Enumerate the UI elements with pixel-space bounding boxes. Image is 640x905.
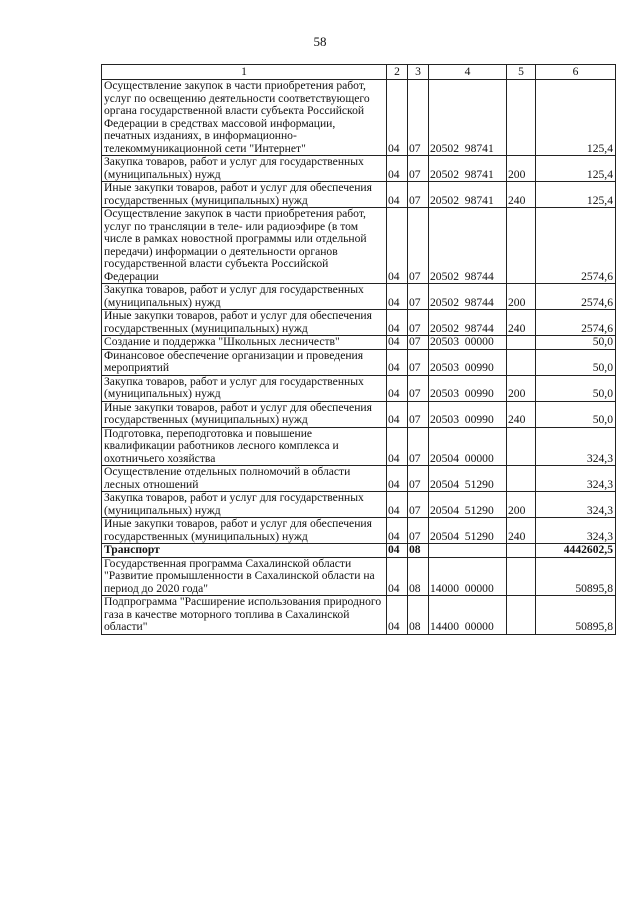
- name-cell: Осуществление закупок в части приобретения работ, услуг по освещению деятельности соответствующего органа государственной власти субъекта Российской Федерации в средствах массовой информации, печатных изданиях, в информационно-телекоммуникационной сети "Интернет": [102, 80, 387, 156]
- name-cell: Иные закупки товаров, работ и услуг для обеспечения государственных (муниципальных) нужд: [102, 182, 387, 208]
- subsection-code-cell: 07: [408, 80, 429, 156]
- expense-type-cell: 200: [507, 156, 536, 182]
- name-cell: Закупка товаров, работ и услуг для государственных (муниципальных) нужд: [102, 156, 387, 182]
- amount-cell: 324,3: [536, 518, 616, 544]
- table-row: [102, 349, 616, 375]
- table-row: [102, 336, 616, 350]
- name-cell: Подготовка, переподготовка и повышение квалификации работников лесного комплекса и охотничьего хозяйства: [102, 427, 387, 466]
- table-row: [102, 427, 616, 466]
- table-row: [102, 182, 616, 208]
- name-cell: Государственная программа Сахалинской области "Развитие промышленности в Сахалинской области на период до 2020 года": [102, 557, 387, 596]
- table-row: [102, 557, 616, 596]
- section-code-cell: 04: [387, 310, 408, 336]
- table-row: [102, 518, 616, 544]
- subsection-code-cell: 07: [408, 518, 429, 544]
- subsection-code-cell: 07: [408, 401, 429, 427]
- expense-type-cell: 240: [507, 401, 536, 427]
- section-code-cell: 04: [387, 518, 408, 544]
- target-article-cell: 20502 98744: [429, 208, 507, 284]
- section-code-cell: 04: [387, 208, 408, 284]
- amount-cell: 324,3: [536, 492, 616, 518]
- target-article-cell: 20503 00000: [429, 336, 507, 350]
- name-cell: Подпрограмма "Расширение использования природного газа в качестве моторного топлива в Сахалинской области": [102, 596, 387, 635]
- subsection-code-cell: 07: [408, 156, 429, 182]
- target-article-cell: 20503 00990: [429, 375, 507, 401]
- section-code-cell: 04: [387, 596, 408, 635]
- section-code-cell: 04: [387, 544, 408, 558]
- subsection-code-cell: 07: [408, 182, 429, 208]
- amount-cell: 2574,6: [536, 284, 616, 310]
- section-code-cell: 04: [387, 375, 408, 401]
- expense-type-cell: [507, 349, 536, 375]
- amount-cell: 50,0: [536, 401, 616, 427]
- table-row: [102, 544, 616, 558]
- amount-cell: 2574,6: [536, 208, 616, 284]
- section-code-cell: 04: [387, 466, 408, 492]
- target-article-cell: 20502 98744: [429, 310, 507, 336]
- table-row: [102, 401, 616, 427]
- name-cell: Иные закупки товаров, работ и услуг для обеспечения государственных (муниципальных) нужд: [102, 401, 387, 427]
- subsection-code-cell: 07: [408, 375, 429, 401]
- section-code-cell: 04: [387, 349, 408, 375]
- target-article-cell: 20503 00990: [429, 401, 507, 427]
- target-article-cell: 20502 98741: [429, 156, 507, 182]
- subsection-code-cell: 08: [408, 557, 429, 596]
- expense-type-cell: [507, 596, 536, 635]
- section-code-cell: 04: [387, 336, 408, 350]
- subsection-code-cell: 07: [408, 427, 429, 466]
- amount-cell: 50895,8: [536, 557, 616, 596]
- subsection-code-cell: 07: [408, 466, 429, 492]
- amount-cell: 50,0: [536, 349, 616, 375]
- expense-type-cell: 240: [507, 310, 536, 336]
- name-cell: Закупка товаров, работ и услуг для государственных (муниципальных) нужд: [102, 284, 387, 310]
- table-row: [102, 156, 616, 182]
- expense-type-cell: [507, 80, 536, 156]
- section-code-cell: 04: [387, 427, 408, 466]
- amount-cell: 50,0: [536, 336, 616, 350]
- expense-type-cell: 200: [507, 375, 536, 401]
- target-article-cell: 20504 51290: [429, 518, 507, 544]
- target-article-cell: 20502 98741: [429, 80, 507, 156]
- amount-cell: 125,4: [536, 182, 616, 208]
- expense-type-cell: [507, 544, 536, 558]
- amount-cell: 324,3: [536, 427, 616, 466]
- section-code-cell: 04: [387, 80, 408, 156]
- name-cell: Закупка товаров, работ и услуг для государственных (муниципальных) нужд: [102, 492, 387, 518]
- target-article-cell: 20503 00990: [429, 349, 507, 375]
- name-cell: Иные закупки товаров, работ и услуг для обеспечения государственных (муниципальных) нужд: [102, 310, 387, 336]
- section-code-cell: 04: [387, 182, 408, 208]
- table-row: [102, 284, 616, 310]
- target-article-cell: 20502 98741: [429, 182, 507, 208]
- subsection-code-cell: 07: [408, 208, 429, 284]
- section-code-cell: 04: [387, 557, 408, 596]
- section-code-cell: 04: [387, 284, 408, 310]
- header-cell-4: 4: [429, 65, 507, 80]
- name-cell: Закупка товаров, работ и услуг для государственных (муниципальных) нужд: [102, 375, 387, 401]
- subsection-code-cell: 08: [408, 544, 429, 558]
- expense-type-cell: 200: [507, 284, 536, 310]
- header-cell-3: 3: [408, 65, 429, 80]
- subsection-code-cell: 07: [408, 349, 429, 375]
- name-cell: Осуществление отдельных полномочий в области лесных отношений: [102, 466, 387, 492]
- header-cell-6: 6: [536, 65, 616, 80]
- amount-cell: 50,0: [536, 375, 616, 401]
- subsection-code-cell: 08: [408, 596, 429, 635]
- budget-table: [101, 64, 616, 635]
- header-cell-2: 2: [387, 65, 408, 80]
- target-article-cell: 14000 00000: [429, 557, 507, 596]
- table-row: [102, 310, 616, 336]
- amount-cell: 50895,8: [536, 596, 616, 635]
- name-cell: Иные закупки товаров, работ и услуг для обеспечения государственных (муниципальных) нужд: [102, 518, 387, 544]
- expense-type-cell: [507, 336, 536, 350]
- target-article-cell: [429, 544, 507, 558]
- subsection-code-cell: 07: [408, 284, 429, 310]
- target-article-cell: 20502 98744: [429, 284, 507, 310]
- expense-type-cell: 200: [507, 492, 536, 518]
- table-row: [102, 208, 616, 284]
- expense-type-cell: 240: [507, 182, 536, 208]
- name-cell: Осуществление закупок в части приобретения работ, услуг по трансляции в теле- или радиоэфире (в том числе в рамках новостной программы или отдельной передачи) информации о деятельности органов государственной власти субъекта Российской Федерации: [102, 208, 387, 284]
- target-article-cell: 20504 51290: [429, 466, 507, 492]
- amount-cell: 125,4: [536, 156, 616, 182]
- table-row: [102, 596, 616, 635]
- table-row: [102, 375, 616, 401]
- target-article-cell: 20504 00000: [429, 427, 507, 466]
- amount-cell: 4442602,5: [536, 544, 616, 558]
- table-row: [102, 466, 616, 492]
- target-article-cell: 20504 51290: [429, 492, 507, 518]
- expense-type-cell: [507, 466, 536, 492]
- section-code-cell: 04: [387, 401, 408, 427]
- subsection-code-cell: 07: [408, 492, 429, 518]
- page-number: 58: [313, 34, 327, 49]
- section-code-cell: 04: [387, 492, 408, 518]
- header-cell-5: 5: [507, 65, 536, 80]
- table-body: [102, 65, 616, 635]
- amount-cell: 125,4: [536, 80, 616, 156]
- section-code-cell: 04: [387, 156, 408, 182]
- table-row: [102, 492, 616, 518]
- expense-type-cell: 240: [507, 518, 536, 544]
- table-header-row: [102, 65, 616, 80]
- subsection-code-cell: 07: [408, 310, 429, 336]
- name-cell: Финансовое обеспечение организации и проведения мероприятий: [102, 349, 387, 375]
- name-cell: Создание и поддержка "Школьных лесничеств": [102, 336, 387, 350]
- amount-cell: 324,3: [536, 466, 616, 492]
- amount-cell: 2574,6: [536, 310, 616, 336]
- expense-type-cell: [507, 208, 536, 284]
- subsection-code-cell: 07: [408, 336, 429, 350]
- target-article-cell: 14400 00000: [429, 596, 507, 635]
- header-cell-1: 1: [102, 65, 387, 80]
- expense-type-cell: [507, 427, 536, 466]
- expense-type-cell: [507, 557, 536, 596]
- table-row: [102, 80, 616, 156]
- name-cell: Транспорт: [102, 544, 387, 558]
